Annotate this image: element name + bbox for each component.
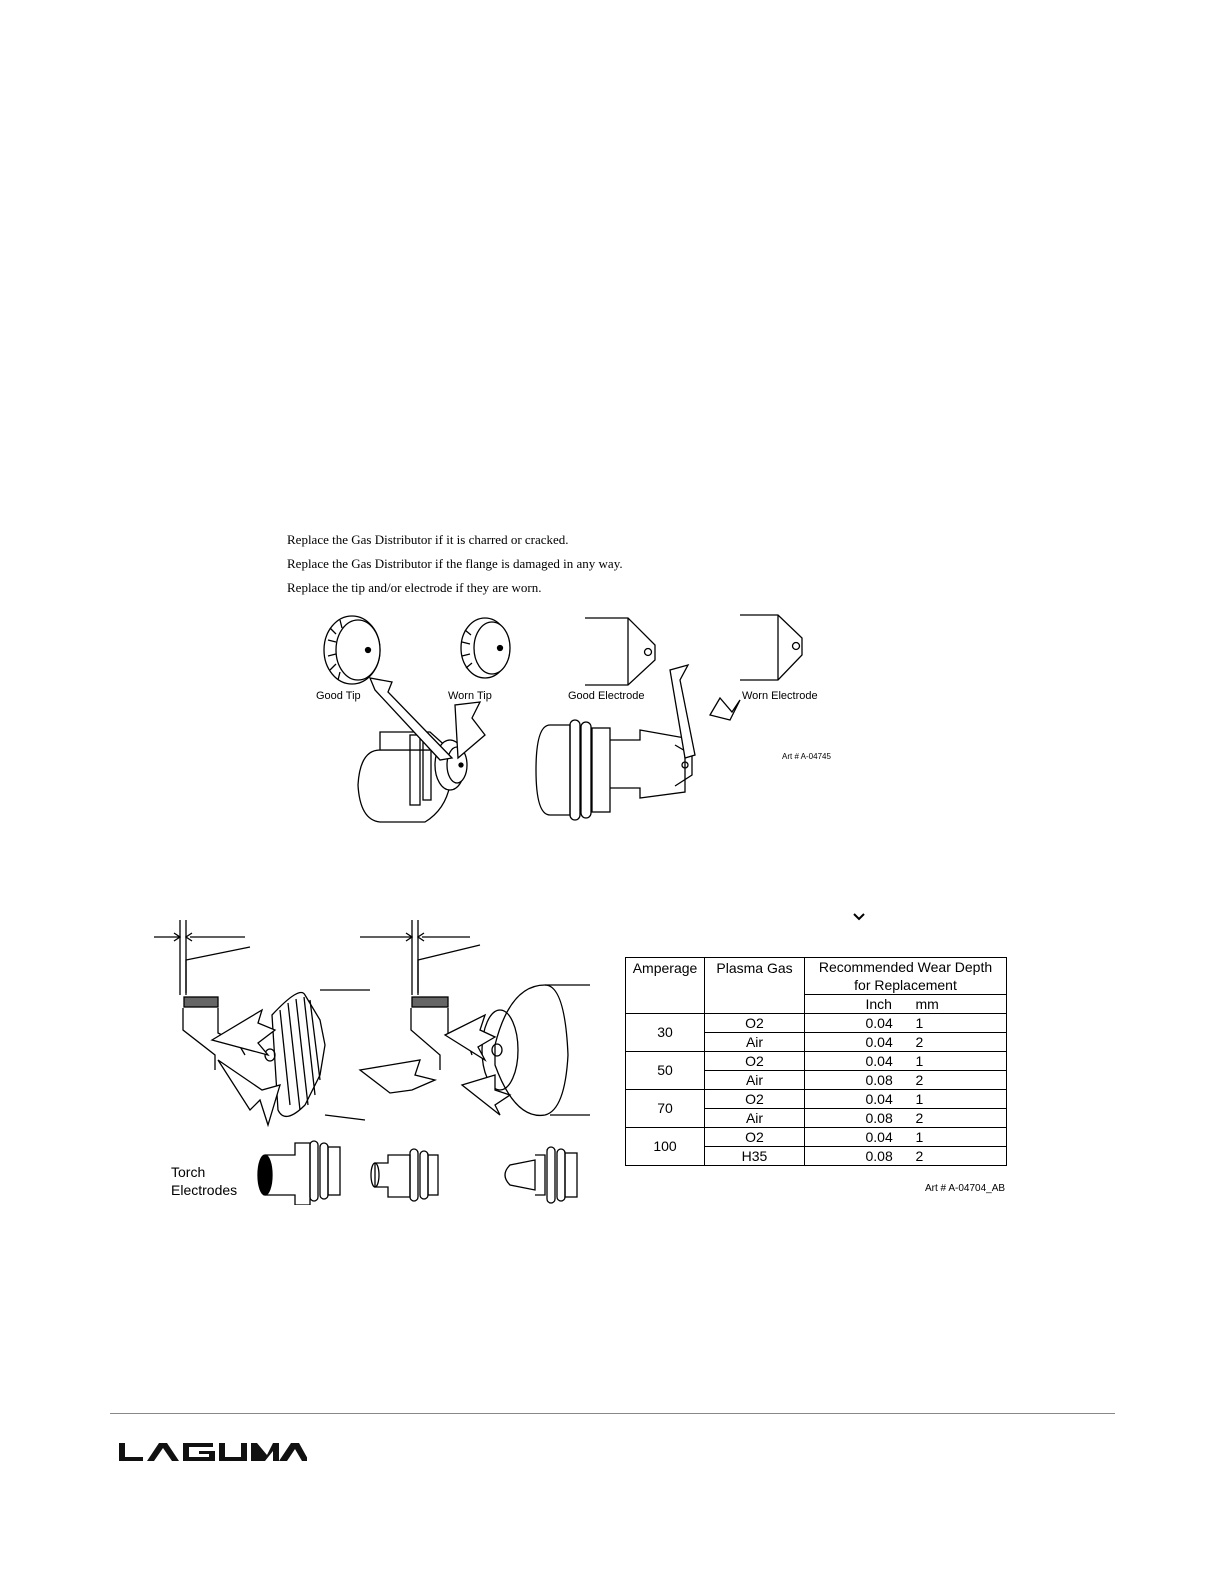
instruction-line-1: Replace the Gas Distributor if it is charred or cracked.: [287, 532, 569, 547]
torch-label-line-1: Torch: [171, 1164, 206, 1180]
mm-value: 1: [915, 1128, 924, 1145]
worn-electrode-drawing: [740, 615, 802, 680]
wear-depth-table: [625, 957, 1007, 1166]
table-row: [626, 1128, 1007, 1147]
crater-gear-drawing: [265, 990, 370, 1120]
gas-cell: O2: [705, 1014, 805, 1033]
good-tip-label: Good Tip: [316, 690, 361, 702]
inch-value: 0.08: [865, 1071, 893, 1088]
tip-electrode-illustration: [300, 610, 860, 845]
header-wear-depth-line-1: Recommended Wear Depth: [818, 959, 993, 975]
torch-electrodes-label: [171, 1163, 237, 1199]
depth-cell: [805, 1147, 1007, 1166]
gas-cell: O2: [705, 1052, 805, 1071]
gas-cell: H35: [705, 1147, 805, 1166]
amperage-cell: 30: [626, 1014, 705, 1052]
chevron-mark-icon: [853, 913, 865, 921]
amperage-cell: 100: [626, 1128, 705, 1166]
wear-arrows: [212, 1010, 510, 1125]
good-tip-drawing: [324, 616, 380, 684]
gas-cell: Air: [705, 1033, 805, 1052]
torch-electrode-worn-1: [371, 1149, 438, 1201]
worn-tip-drawing: [461, 618, 510, 678]
gas-cell: O2: [705, 1128, 805, 1147]
header-units: [805, 995, 1007, 1014]
table-header-row: [626, 958, 1007, 995]
torch-label-line-2: Electrodes: [171, 1182, 238, 1198]
laguna-logo: [117, 1441, 307, 1463]
inch-value: 0.04: [865, 1052, 893, 1069]
amperage-cell: 70: [626, 1090, 705, 1128]
mm-value: 2: [915, 1071, 924, 1088]
depth-cell: [805, 1033, 1007, 1052]
depth-cell: [805, 1014, 1007, 1033]
figure2-art-number: Art # A-04704_AB: [925, 1183, 1006, 1194]
mm-value: 2: [915, 1109, 924, 1126]
header-wear-depth-line-2: for Replacement: [854, 977, 957, 993]
electrode-assembly-drawing: [536, 720, 692, 820]
inch-value: 0.04: [865, 1090, 893, 1107]
header-amperage: Amperage: [626, 958, 705, 1014]
worn-tip-label: Worn Tip: [448, 690, 492, 702]
gas-cell: Air: [705, 1071, 805, 1090]
gas-cell: O2: [705, 1090, 805, 1109]
wear-dimension-left: [154, 920, 250, 1070]
worn-electrode-label: Worn Electrode: [742, 690, 818, 702]
header-wear-depth: [805, 958, 1007, 995]
good-electrode-drawing: [585, 618, 655, 685]
torch-electrode-worn-2: [505, 1147, 577, 1203]
depth-cell: [805, 1128, 1007, 1147]
inch-value: 0.04: [865, 1033, 893, 1050]
header-inch: Inch: [865, 995, 892, 1012]
amperage-cell: 50: [626, 1052, 705, 1090]
gas-cell: Air: [705, 1109, 805, 1128]
torch-electrode-new: [258, 1141, 340, 1205]
table-row: [626, 1014, 1007, 1033]
depth-cell: [805, 1090, 1007, 1109]
good-electrode-label: Good Electrode: [568, 690, 645, 702]
table-row: [626, 1052, 1007, 1071]
inch-value: 0.04: [865, 1128, 893, 1145]
inch-value: 0.04: [865, 1014, 893, 1031]
wear-dimension-middle: [360, 920, 480, 1070]
mm-value: 1: [915, 1090, 924, 1107]
instruction-list: [287, 528, 623, 600]
inch-value: 0.08: [865, 1147, 893, 1164]
depth-cell: [805, 1052, 1007, 1071]
footer-divider: [110, 1413, 1115, 1414]
wear-depth-illustration: [150, 915, 610, 1205]
depth-cell: [805, 1109, 1007, 1128]
depth-cell: [805, 1071, 1007, 1090]
figure1-art-number: Art # A-04745: [782, 752, 831, 761]
mm-value: 2: [915, 1033, 924, 1050]
inch-value: 0.08: [865, 1109, 893, 1126]
mm-value: 1: [915, 1052, 924, 1069]
tip-assembly-drawing: [358, 732, 467, 822]
header-plasma-gas: Plasma Gas: [705, 958, 805, 1014]
header-mm: mm: [915, 995, 939, 1012]
mm-value: 2: [915, 1147, 924, 1164]
table-row: [626, 1090, 1007, 1109]
instruction-line-2: Replace the Gas Distributor if the flange is damaged in any way.: [287, 556, 623, 571]
mm-value: 1: [915, 1014, 924, 1031]
instruction-line-3: Replace the tip and/or electrode if they are worn.: [287, 580, 542, 595]
